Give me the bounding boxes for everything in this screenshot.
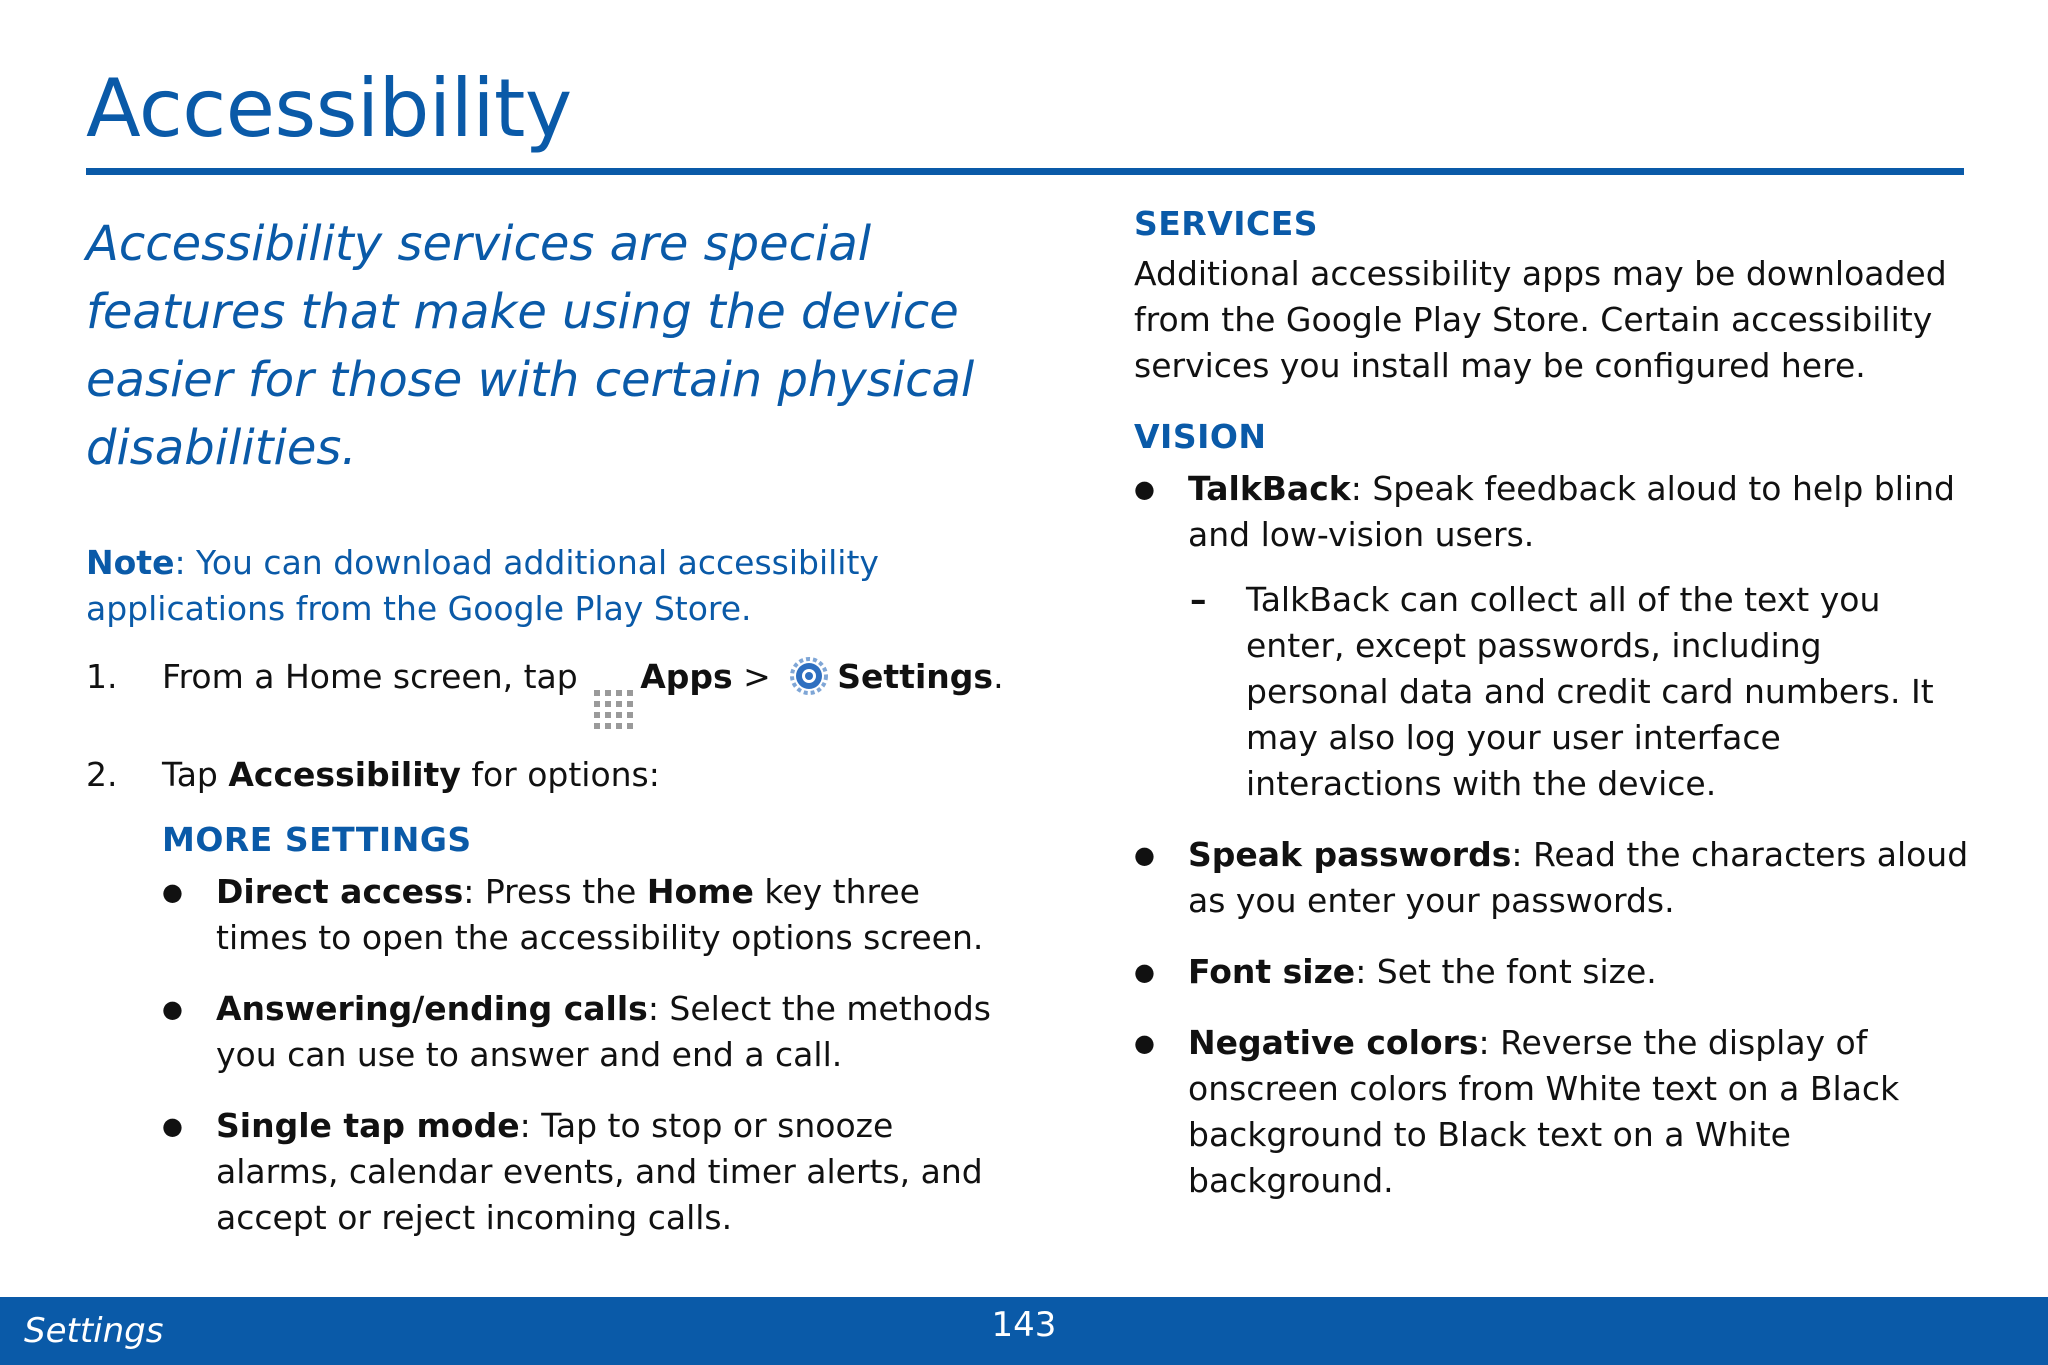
services-heading: SERVICES bbox=[1134, 204, 1319, 243]
apps-label: Apps bbox=[640, 657, 733, 696]
talkback-note-text: TalkBack can collect all of the text you enter, except passwords, including personal data and credit card numbers. It may also log your user interface interactions with the device. bbox=[1246, 580, 1934, 803]
list-item bbox=[1134, 949, 1974, 995]
list-item bbox=[162, 986, 1016, 1078]
note-label: Note bbox=[86, 543, 175, 582]
step-text: Tap bbox=[162, 755, 229, 794]
more-settings-heading: MORE SETTINGS bbox=[162, 820, 472, 859]
item-term: Negative colors bbox=[1188, 1023, 1479, 1062]
more-settings-block bbox=[86, 820, 1016, 1241]
list-item bbox=[1134, 466, 1974, 558]
item-term-2: Home bbox=[646, 872, 754, 911]
apps-grid-icon bbox=[594, 690, 634, 730]
step-number: 1. bbox=[86, 657, 118, 696]
note-text: : You can download additional accessibility applications from the Google Play Store. bbox=[86, 543, 879, 628]
left-column bbox=[86, 210, 1016, 1266]
step-bold: Accessibility bbox=[228, 755, 461, 794]
step-number: 2. bbox=[86, 755, 118, 794]
item-text: : Tap to stop or snooze alarms, calendar events, and timer alerts, and accept or reject incoming calls. bbox=[216, 1106, 983, 1237]
list-item bbox=[162, 1103, 1016, 1241]
step-separator: > bbox=[732, 657, 782, 696]
page-number: 143 bbox=[991, 1305, 1057, 1345]
item-term: Font size bbox=[1188, 952, 1356, 991]
list-item bbox=[162, 869, 1016, 961]
more-settings-list bbox=[162, 869, 1016, 1241]
item-term: Answering/ending calls bbox=[216, 989, 648, 1028]
footer-section: Settings bbox=[24, 1311, 164, 1351]
dash-bullet: – bbox=[1190, 580, 1207, 619]
step-text: From a Home screen, tap bbox=[162, 657, 578, 696]
item-text: : Reverse the display of onscreen colors from White text on a Black background to Black text on a White background. bbox=[1188, 1023, 1900, 1200]
vision-heading: VISION bbox=[1134, 417, 1267, 456]
step-1 bbox=[86, 654, 1016, 730]
services-text: Additional accessibility apps may be downloaded from the Google Play Store. Certain accessibility services you install may be configured here. bbox=[1134, 254, 1947, 385]
step-2 bbox=[86, 752, 1016, 798]
item-term: Single tap mode bbox=[216, 1106, 520, 1145]
right-column bbox=[1134, 204, 1974, 1229]
item-term: Direct access bbox=[216, 872, 464, 911]
vision-list bbox=[1134, 466, 1974, 558]
item-text: : Select the methods you can use to answer and end a call. bbox=[216, 989, 991, 1074]
intro-text: Accessibility services are special features that make using the device easier for those with certain physical disabilities. bbox=[86, 216, 975, 476]
list-item bbox=[1134, 1020, 1974, 1204]
item-text: : Set the font size. bbox=[1355, 952, 1657, 991]
footer-bar bbox=[0, 1297, 2048, 1365]
title-divider bbox=[86, 168, 1964, 175]
step-end: . bbox=[993, 657, 1004, 696]
note bbox=[86, 540, 1016, 632]
item-text: : Press the bbox=[463, 872, 647, 911]
item-text: : Read the characters aloud as you enter your passwords. bbox=[1188, 835, 1969, 920]
settings-label: Settings bbox=[837, 657, 994, 696]
step-text-end: for options: bbox=[460, 755, 660, 794]
item-text-2: key three times to open the accessibility options screen. bbox=[216, 872, 984, 957]
vision-list-cont bbox=[1134, 832, 1974, 1204]
settings-gear-icon bbox=[789, 656, 829, 696]
item-term: TalkBack bbox=[1188, 469, 1351, 508]
page-title: Accessibility bbox=[86, 62, 572, 155]
talkback-note bbox=[1134, 577, 1974, 807]
list-item bbox=[1134, 832, 1974, 924]
item-term: Speak passwords bbox=[1188, 835, 1512, 874]
item-text: : Speak feedback aloud to help blind and low-vision users. bbox=[1188, 469, 1955, 554]
